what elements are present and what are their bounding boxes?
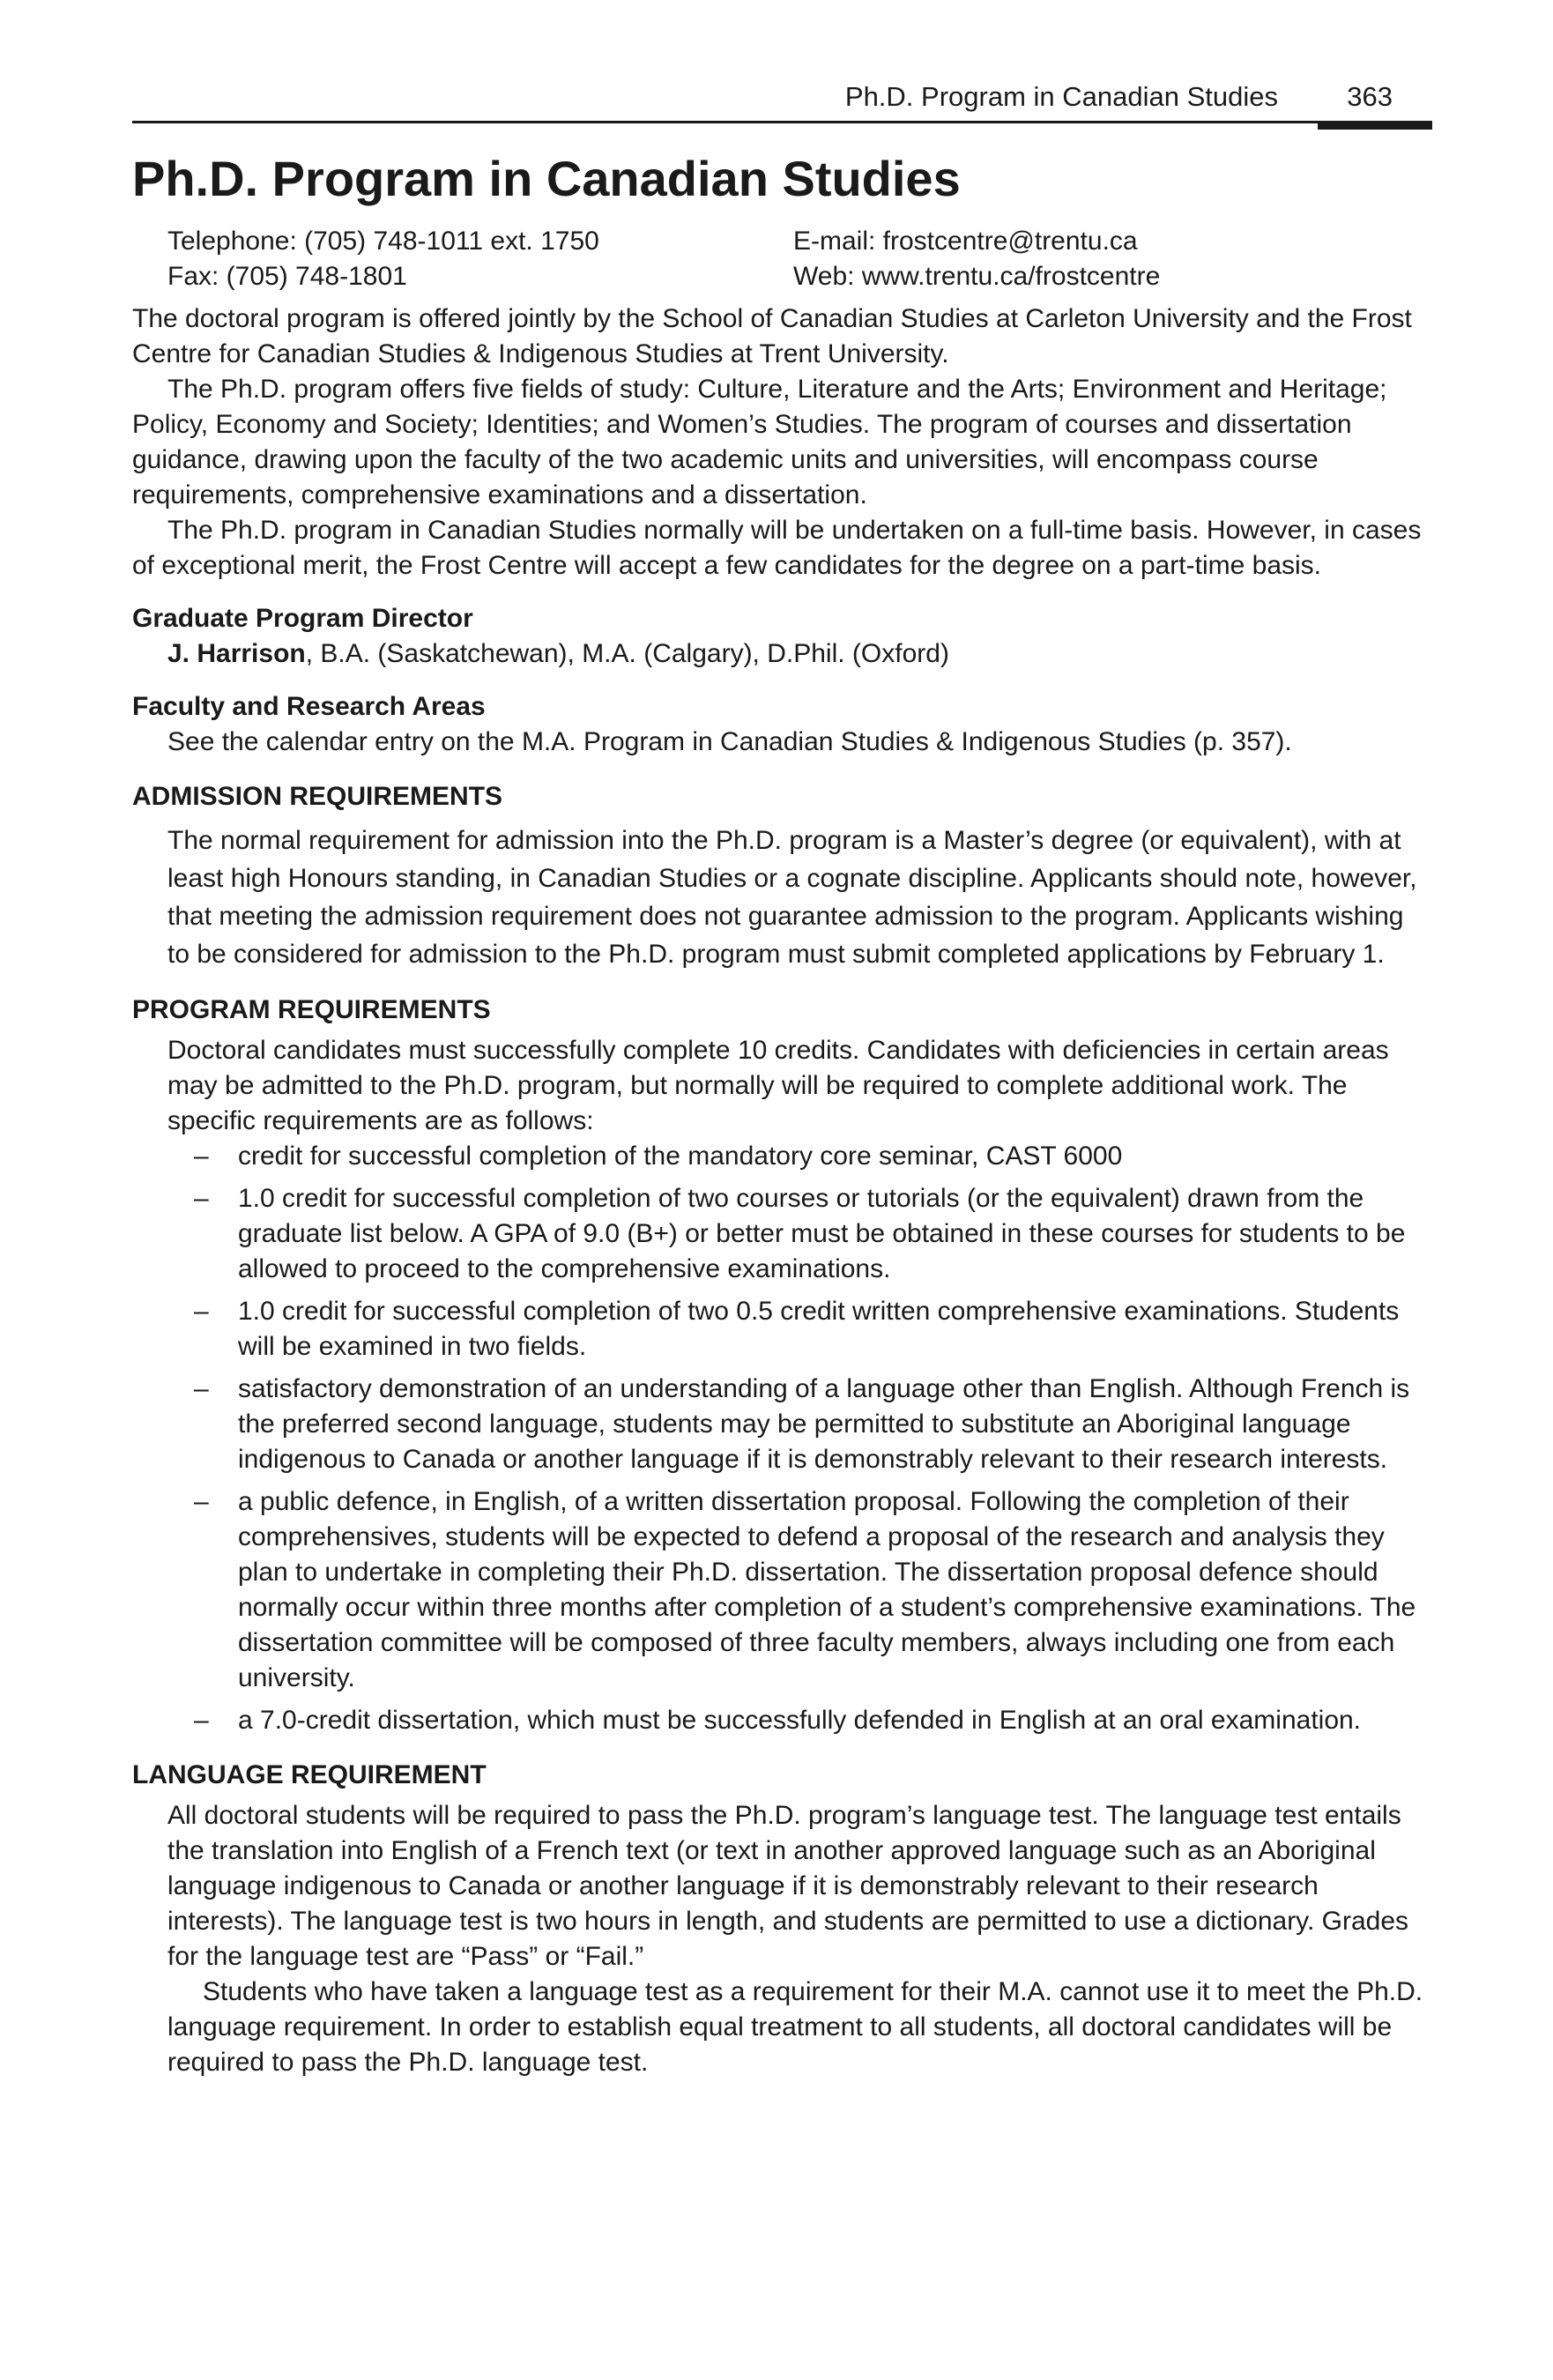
program-heading: PROGRAM REQUIREMENTS (132, 995, 491, 1024)
dash-bullet: – (194, 1297, 209, 1326)
list-item-text: satisfactory demonstration of an understanding of a language other than English. Although French is the preferred second language, students may be permitted to substitute an Aboriginal language indigenous to Canada or another language if it is demonstrably relevant to their research interests. (238, 1374, 1410, 1474)
faculty-heading: Faculty and Research Areas (132, 692, 486, 721)
list-item (167, 1703, 1428, 1738)
header-rule (132, 121, 1428, 123)
contact-block (132, 224, 1428, 294)
fax: Fax: (705) 748-1801 (167, 262, 407, 291)
language-heading: LANGUAGE REQUIREMENT (132, 1760, 487, 1789)
list-item (167, 1484, 1428, 1696)
running-head-title: Ph.D. Program in Canadian Studies (844, 81, 1278, 112)
list-item (167, 1294, 1428, 1365)
intro (132, 301, 1428, 584)
requirements-list (167, 1139, 1428, 1738)
language-paragraph: All doctoral students will be required to pass the Ph.D. program’s language test. The language test entails the translation into English of a French text (or text in another approved language such as an Aboriginal language indigenous to Canada or another language if it is demonstrably relevant to their research interests). The language test is two hours in length, and students are permitted to use a dictionary. Grades for the language test are “Pass” or “Fail.” (167, 1801, 1409, 1971)
list-item (167, 1139, 1428, 1174)
header-rule-tab (1318, 121, 1432, 130)
calendar-page (132, 79, 1428, 2080)
email: E-mail: frostcentre@trentu.ca (793, 227, 1138, 256)
list-item-text: 1.0 credit for successful completion of two 0.5 credit written comprehensive examinations. Students will be examined in two fields. (238, 1297, 1400, 1361)
admission-text: The normal requirement for admission into the Ph.D. program is a Master’s degree (or equivalent), with at least high Honours standing, in Canadian Studies or a cognate discipline. Applicants should note, however, that meeting the admission requirement does not guarantee admission to the program. Applicants wishing to be considered for admission to the Ph.D. program must submit completed applications by February 1. (167, 826, 1417, 969)
telephone: Telephone: (705) 748-1011 ext. 1750 (167, 227, 599, 256)
program-text: Doctoral candidates must successfully complete 10 credits. Candidates with deficiencies in certain areas may be admitted to the Ph.D. program, but normally will be required to complete additional work. The specific requirements are as follows: (167, 1036, 1389, 1135)
list-item-text: a 7.0-credit dissertation, which must be successfully defended in English at an oral examination. (238, 1706, 1362, 1735)
list-item (167, 1181, 1428, 1287)
list-item-text: a public defence, in English, of a written dissertation proposal. Following the completion of their comprehensives, students will be expected to defend a proposal of the research and analysis they plan to undertake in completing their Ph.D. dissertation. The dissertation proposal defence should normally occur within three months after completion of a student’s comprehensive examinations. The dissertation committee will be composed of three faculty members, always including one from each university. (238, 1487, 1416, 1692)
list-item-text: 1.0 credit for successful completion of two courses or tutorials (or the equivalent) drawn from the graduate list below. A GPA of 9.0 (B+) or better must be obtained in these courses for students to be allowed to proceed to the comprehensive examinations. (238, 1184, 1406, 1283)
faculty-text: See the calendar entry on the M.A. Program in Canadian Studies & Indigenous Studies (p. 357). (167, 727, 1292, 756)
list-item-text: credit for successful completion of the mandatory core seminar, CAST 6000 (238, 1142, 1123, 1171)
director-entry (167, 636, 1428, 672)
director-name: J. Harrison (167, 639, 306, 668)
dash-bullet: – (194, 1706, 209, 1735)
admission-heading: ADMISSION REQUIREMENTS (132, 782, 503, 811)
intro-paragraph: The Ph.D. program in Canadian Studies normally will be undertaken on a full-time basis. However, in cases of exceptional merit, the Frost Centre will accept a few candidates for the degree on a part-time basis. (132, 516, 1422, 580)
dash-bullet: – (194, 1374, 209, 1403)
contact-email-web (793, 224, 1160, 294)
page-number: 363 (1347, 81, 1393, 112)
intro-paragraph: The doctoral program is offered jointly by the School of Canadian Studies at Carleton University and the Frost Centre for Canadian Studies & Indigenous Studies at Trent University. (132, 304, 1412, 368)
web: Web: www.trentu.ca/frostcentre (793, 262, 1161, 291)
dash-bullet: – (194, 1487, 209, 1516)
page-title: Ph.D. Program in Canadian Studies (132, 151, 961, 206)
intro-paragraph: The Ph.D. program offers five fields of study: Culture, Literature and the Arts; Environment and Heritage; Policy, Economy and Society; Identities; and Women’s Studies. The program of courses and dissertation guidance, drawing upon the faculty of the two academic units and universities, will encompass course requirements, comprehensive examinations and a dissertation. (132, 375, 1387, 509)
list-item (167, 1372, 1428, 1477)
director-credentials: , B.A. (Saskatchewan), M.A. (Calgary), D.Phil. (Oxford) (305, 639, 949, 668)
language-paragraph: Students who have taken a language test as a requirement for their M.A. cannot use it to meet the Ph.D. language requirement. In order to establish equal treatment to all students, all doctoral candidates will be required to pass the Ph.D. language test. (167, 1977, 1423, 2077)
dash-bullet: – (194, 1142, 209, 1171)
dash-bullet: – (194, 1184, 209, 1213)
running-head (132, 79, 1428, 123)
director-heading: Graduate Program Director (132, 604, 473, 633)
contact-phone-fax (167, 224, 599, 294)
